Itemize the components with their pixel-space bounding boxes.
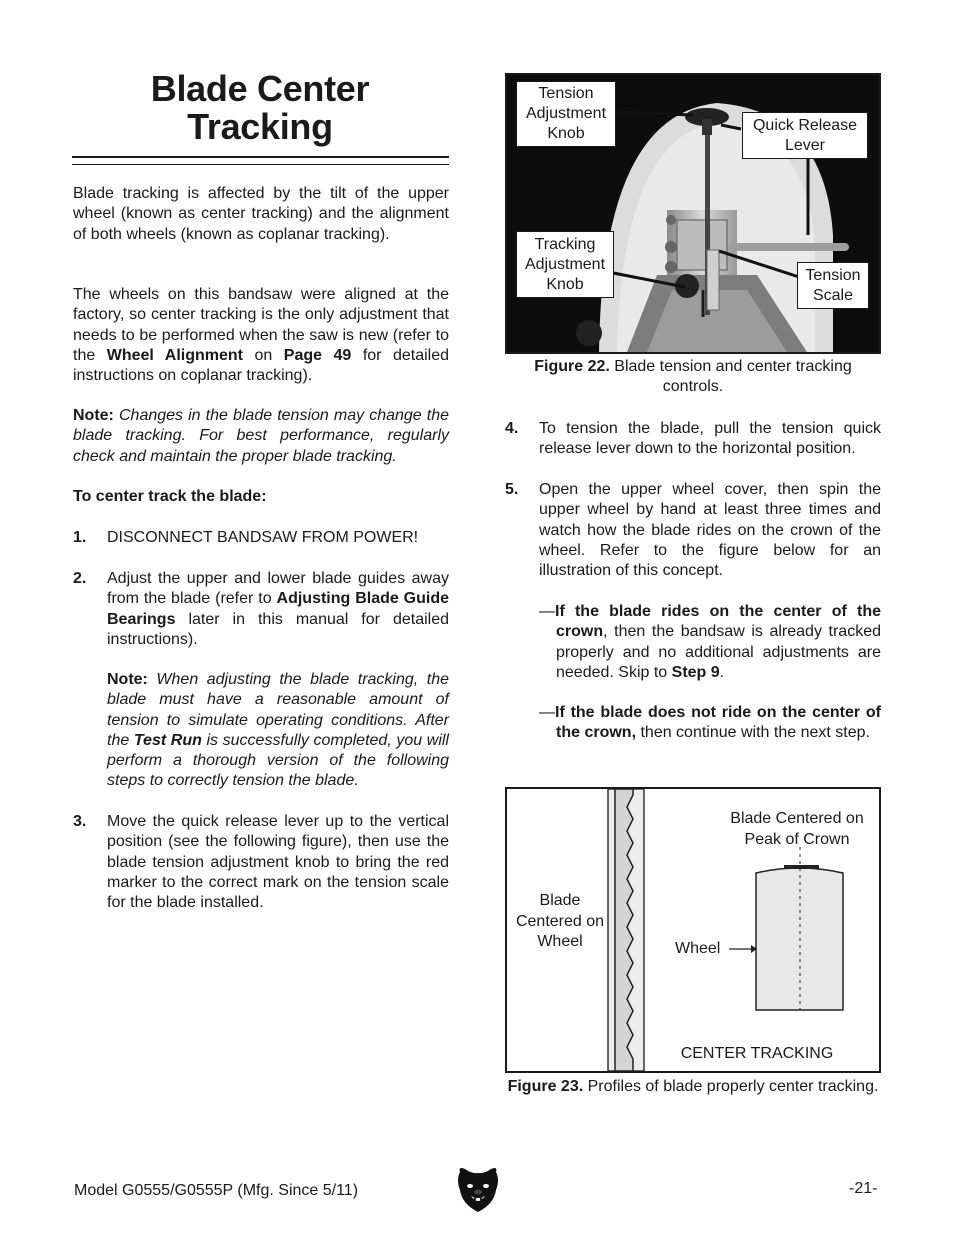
callout-tracking-adjustment-knob: Tracking Adjustment Knob bbox=[516, 231, 614, 298]
step-2-text: Adjust the upper and lower blade guides away from the blade (refer to Adjusting Blade Guide Bearings later in this manual for detailed instructions). bbox=[107, 570, 450, 648]
step-4-number: 4. bbox=[505, 420, 519, 437]
label-blade-centered-crown: Blade Centered on Peak of Crown bbox=[730, 810, 864, 848]
note-text: Changes in the blade tension may change the blade tracking. For best performance, regularly check and maintain the proper blade tracking. bbox=[73, 407, 450, 465]
label-center-tracking: CENTER TRACKING bbox=[680, 1045, 834, 1062]
label-blade-centered-wheel: Blade Centered on Wheel bbox=[515, 892, 605, 950]
footer-page-number: -21- bbox=[849, 1180, 878, 1197]
step-2-note: Note: When adjusting the blade tracking, the blade must have a reasonable amount of tension to simulate operating conditions. After the Test Run is successfully completed, you will perform a thorough version of the following steps to correctly tension the blade. bbox=[107, 671, 449, 790]
page-title bbox=[72, 70, 448, 146]
label-wheel: Wheel bbox=[675, 940, 721, 957]
intro-paragraph-1: Blade tracking is affected by the tilt of the upper wheel (known as center tracking) and the alignment of both wheels (known as coplanar tracking). bbox=[73, 185, 449, 243]
title-line-1: Blade Center bbox=[150, 68, 370, 109]
bear-head-logo-icon bbox=[456, 1166, 500, 1214]
step-1-number: 1. bbox=[73, 529, 87, 546]
step-5-number: 5. bbox=[505, 481, 519, 498]
step-5-bullet-2: —If the blade does not ride on the center of the crown, then continue with the next step. bbox=[539, 704, 881, 742]
title-rule-thin bbox=[72, 164, 449, 165]
figure-22-photo bbox=[505, 73, 881, 354]
intro-note bbox=[73, 406, 449, 467]
adjusting-bearings-ref: Adjusting Blade Guide Bearings bbox=[107, 590, 450, 628]
title-line-2: Tracking bbox=[187, 106, 333, 147]
figure-23-caption: Figure 23. Profiles of blade properly center tracking. bbox=[507, 1078, 879, 1095]
test-run-ref: Test Run bbox=[133, 731, 202, 749]
wheel-alignment-ref: Wheel Alignment bbox=[106, 346, 243, 364]
step-5-text: Open the upper wheel cover, then spin the upper wheel by hand at least three times and watch how the blade rides on the crown of the wheel. Refer to the figure below for an illustration of this concept. bbox=[539, 481, 881, 580]
footer-model: Model G0555/G0555P (Mfg. Since 5/11) bbox=[74, 1182, 359, 1199]
figure-23-diagram bbox=[505, 787, 881, 1073]
step-3-text: Move the quick release lever up to the vertical position (see the following figure), then use the blade tension adjustment knob to bring the red marker to the correct mark on the tension scale for the blade installed. bbox=[107, 813, 449, 912]
figure-22-caption: Figure 22. Blade tension and center tracking controls. bbox=[534, 358, 852, 395]
step-4-text: To tension the blade, pull the tension quick release lever down to the horizontal position. bbox=[539, 420, 881, 458]
page-49-ref: Page 49 bbox=[283, 346, 352, 364]
intro-paragraph-2: The wheels on this bandsaw were aligned at the factory, so center tracking is the only adjustment that needs to be performed when the saw is new (refer to the Wheel Alignment on Page 49 for detailed instructions on coplanar tracking). bbox=[73, 286, 450, 385]
callout-tension-adjustment-knob: Tension Adjustment Knob bbox=[516, 81, 616, 147]
step-1-text: DISCONNECT BANDSAW FROM POWER! bbox=[107, 529, 419, 546]
title-rule-thick bbox=[72, 156, 449, 158]
callout-quick-release-lever: Quick Release Lever bbox=[742, 112, 868, 159]
callout-tension-scale: Tension Scale bbox=[797, 262, 869, 309]
procedure-heading: To center track the blade: bbox=[73, 488, 267, 505]
note-label: Note: bbox=[73, 407, 114, 424]
step-3-number: 3. bbox=[73, 813, 87, 830]
step-2-number: 2. bbox=[73, 570, 87, 587]
step-5-bullet-1: —If the blade rides on the center of the crown, then the bandsaw is already tracked properly and no additional adjustments are needed. Skip to Step 9. bbox=[539, 603, 881, 681]
